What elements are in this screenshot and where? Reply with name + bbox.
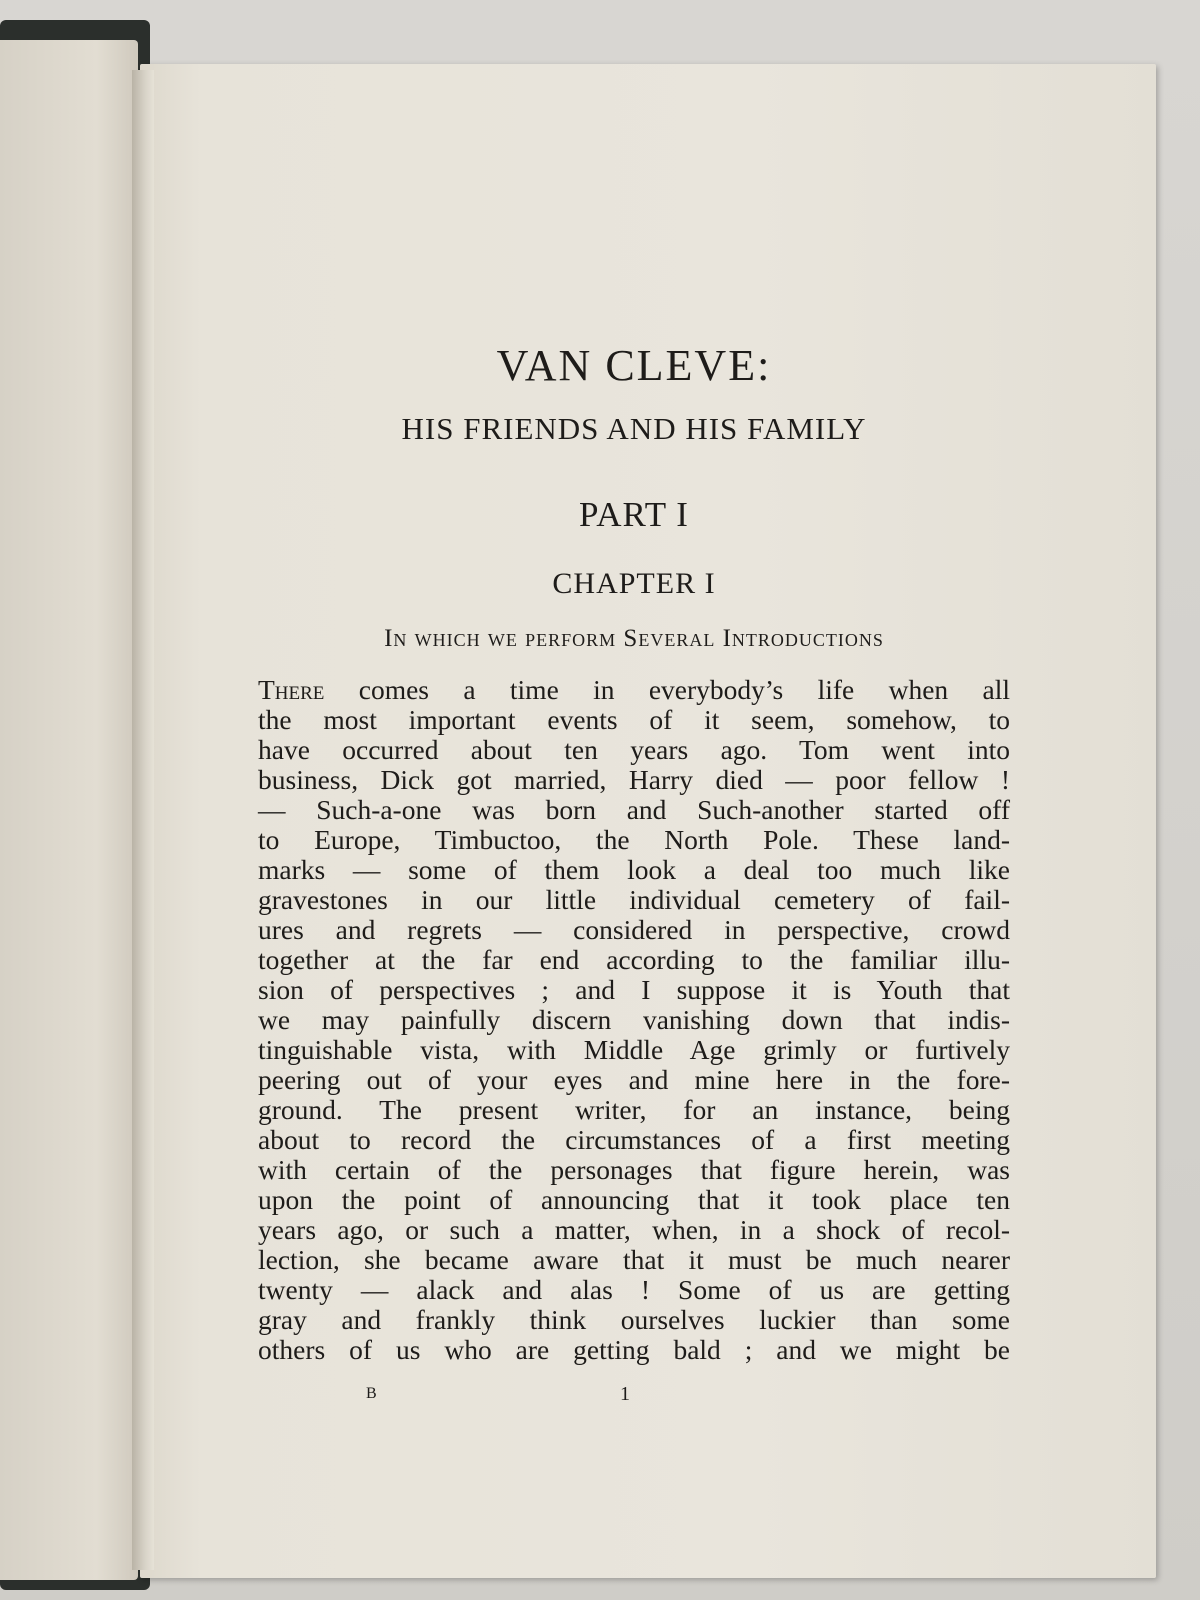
text-line: upon the point of announcing that it took place ten: [258, 1184, 1010, 1215]
book-gutter: [132, 70, 154, 1570]
text-line: tinguishable vista, with Middle Age grimly or furtively: [258, 1034, 1010, 1065]
text-line: — Such-a-one was born and Such-another started off: [258, 794, 1010, 825]
page-content: [258, 330, 1010, 1365]
text-line: with certain of the personages that figure herein, was: [258, 1154, 1010, 1185]
text-line: twenty — alack and alas ! Some of us are getting: [258, 1274, 1010, 1305]
signature-mark: B: [366, 1385, 377, 1402]
text-line: gray and frankly think ourselves luckier than some: [258, 1304, 1010, 1335]
text-line: business, Dick got married, Harry died — poor fellow !: [258, 764, 1010, 795]
text-line: ground. The present writer, for an instance, being: [258, 1094, 1010, 1125]
text-line: to Europe, Timbuctoo, the North Pole. These land-: [258, 824, 1010, 855]
text-line: years ago, or such a matter, when, in a shock of recol-: [258, 1214, 1010, 1245]
text-line: ures and regrets — considered in perspective, crowd: [258, 914, 1010, 945]
text-line: have occurred about ten years ago. Tom went into: [258, 734, 1010, 765]
text-line: marks — some of them look a deal too much like: [258, 854, 1010, 885]
text-line: lection, she became aware that it must be much nearer: [258, 1244, 1010, 1275]
text-line: others of us who are getting bald ; and we might be: [258, 1334, 1010, 1365]
text-line: There comes a time in everybody’s life when all: [258, 674, 1010, 705]
part-heading: PART I: [579, 495, 689, 534]
first-word: There: [258, 674, 325, 705]
body-text: [258, 675, 1010, 1365]
text-line: sion of perspectives ; and I suppose it is Youth that: [258, 974, 1010, 1005]
book-title: VAN CLEVE:: [496, 341, 772, 390]
page-number: 1: [620, 1383, 630, 1405]
text-line: together at the far end according to the familiar illu-: [258, 944, 1010, 975]
text-line: we may painfully discern vanishing down that indis-: [258, 1004, 1010, 1035]
chapter-subtitle: In which we perform Several Introductions: [384, 625, 884, 652]
text-line: peering out of your eyes and mine here in the fore-: [258, 1064, 1010, 1095]
page-footer: [258, 1385, 1010, 1415]
text-line: about to record the circumstances of a first meeting: [258, 1124, 1010, 1155]
text-line: gravestones in our little individual cemetery of fail-: [258, 884, 1010, 915]
book-subtitle: HIS FRIENDS AND HIS FAMILY: [401, 411, 867, 446]
text-line: the most important events of it seem, somehow, to: [258, 704, 1010, 735]
left-page: [0, 40, 138, 1580]
chapter-heading: CHAPTER I: [552, 567, 716, 600]
